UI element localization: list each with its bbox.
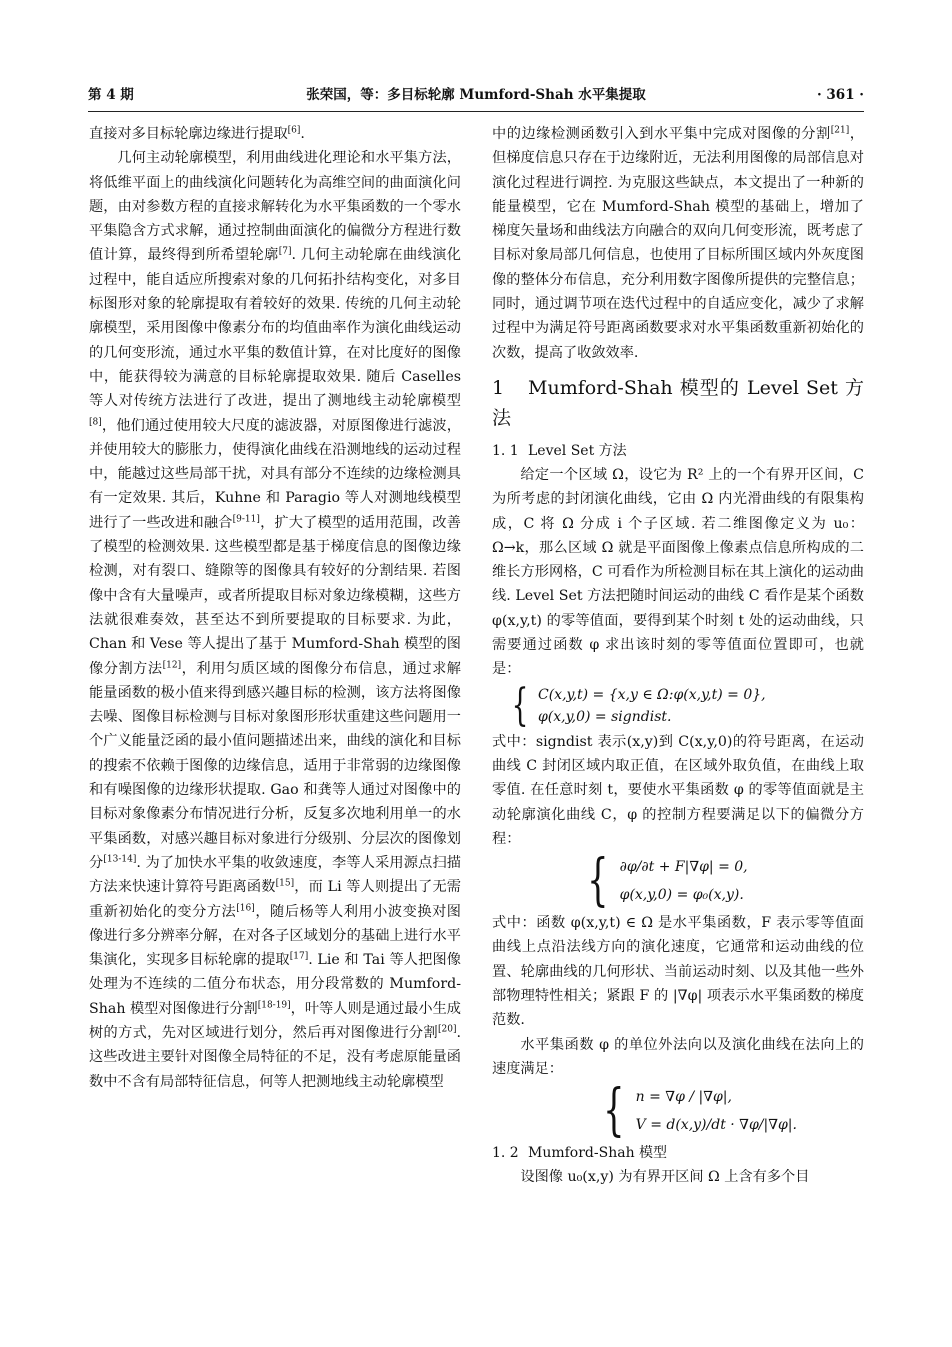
citation: [21] — [830, 125, 850, 136]
paragraph: 几何主动轮廓模型，利用曲线进化理论和水平集方法，将低维平面上的曲线演化问题转化为高维空间的曲面演化问题，由对参数方程的直接求解转化为水平集函数的一个零水平集隐含方式求解，通过控制曲面演化的偏微分方程进行数值计算，最终得到所希望轮廓[7]. 几何主动轮廓在曲线演化过程中，能自适应所搜索对象的几何拓扑结构变化，对多目标图形对象的轮廓提取有着较好的效果. 传统的几何主动轮廓模型，采用图像中像素分布的均值曲率作为演化曲线运动的几何变形流，通过水平集的数值计算，在对比度好的图像中，能获得较为满意的目标轮廓提取效果. 随后 Caselles 等人对传统方法进行了改进，提出了测地线主动轮廓模型[8]，他们通过使用较大尺度的滤波器，对原图像进行滤波，并使用较大的膨胀力，使得演化曲线在沿测地线的运动过程中，能越过这些局部干扰，对具有部分不连续的边缘检测具有一定效果. 其后，Kuhne 和 Paragio 等人对测地线模型进行了一些改进和融合[9-11]，扩大了模型的适用范围，改善了模型的检测效果. 这些模型都是基于梯度信息的图像边缘检测，对有裂口、缝隙等的图像具有较好的分割结果. 若图像中含有大量噪声，或者所提取目标对象边缘模糊，这些方法就很难奏效，甚至达不到所要提取的目标要求. 为此，Chan 和 Vese 等人提出了基于 Mumford-Shah 模型的图像分割方法[12]，利用匀质区域的图像分布信息，通过求解能量函数的极小值来得到感兴趣目标的检测，该方法将图像去噪、图像目标检测与目标对象图形形状重建这些问题用一个广义能量泛函的最小值问题描述出来，曲线的演化和目标的搜索不依赖于图像的边缘信息，适用于非常弱的边缘图像和有噪图像的边缘形状提取. Gao 和龚等人通过对图像中的目标对象像素分布情况进行分析，反复多次地利用单一的水平集函数，对感兴趣目标对象进行分级别、分层次的图像划分[13-14]. 为了加快水平集的收敛速度，李等人采用源点扫描方法来快速计算符号距离函数[15]，而 Li 等人则提出了无需重新初始化的变分方法[16]，随后杨等人利用小波变换对图像进行多分辨率分解，在对各子区域划分的基础上进行水平集演化，实现多目标轮廓的提取[17]. Lie 和 Tai 等人把图像处理为不连续的二值分布状态，用分段常数的 Mumford-Shah 模型对图像进行分割[18-19]，叶等人则是通过最小生成树的方式，先对区域进行划分，然后再对图像进行分割[20]. 这些改进主要针对图像全局特征的不足，没有考虑原能量函数中不含有局部特征信息，何等人把测地线主动轮廓模型 — [89, 150, 461, 1090]
section-heading: 1 Mumford-Shah 模型的 Level Set 方法 — [492, 376, 864, 429]
page-number: · 361 · — [817, 87, 864, 103]
citation: [20] — [438, 1024, 457, 1035]
issue-number: 第 4 期 — [88, 87, 134, 103]
citation: [7] — [278, 246, 292, 257]
paragraph: 中的边缘检测函数引入到水平集中完成对图像的分割[21]，但梯度信息只存在于边缘附近，无法利用图像的局部信息对演化过程进行调控. 为克服这些缺点，本文提出了一种新的能量模型，它在 Mumford-Shah 模型的基础上，增加了梯度矢量场和曲线法方向融合的双向几何变形流，既考虑了目标对象局部几何信息，也使用了目标所围区域内外灰度图像的整体分布信息，充分利用数字图像所提供的完整信息；同时，通过调节项在迭代过程中的自适应变化，减少了求解过程中为满足符号距离函数要求对水平集函数重新初始化的次数，提高了收敛效率. — [492, 125, 864, 361]
equation-2: { ∂φ/∂t + F|∇φ| = 0, φ(x,y,0) = φ₀(x,y). — [587, 848, 748, 914]
citation: [9-11] — [232, 514, 260, 525]
brace-glyph: { — [511, 679, 529, 731]
running-header — [88, 84, 864, 106]
citation: [8] — [89, 416, 102, 427]
paragraph: 直接对多目标轮廓边缘进行提取[6]. — [89, 125, 305, 142]
left-column — [89, 122, 461, 1094]
citation: [18-19] — [257, 999, 291, 1010]
paragraph: 水平集函数 φ 的单位外法向以及演化曲线在法向上的速度满足： — [492, 1036, 864, 1077]
equation-1: { C(x,y,t) = {x,y ∈ Ω:φ(x,y,t) = 0}, φ(x,y,0) = signdist. — [511, 679, 766, 731]
paragraph: 式中：signdist 表示(x,y)到 C(x,y,0)的符号距离，在运动曲线 C 封闭区域内取正值，在区域外取负值，在曲线上取零值. 在任意时刻 t，要使水平集函数 φ 的零等值面就是主动轮廓演化曲线 C，φ 的控制方程要满足以下的偏微分方程： — [492, 733, 864, 847]
citation: [12] — [162, 659, 182, 670]
citation: [15] — [275, 878, 295, 889]
citation: [13-14] — [103, 854, 137, 865]
paragraph: 式中：函数 φ(x,y,t) ∈ Ω 是水平集函数，F 表示零等值面曲线上点沿法线方向的演化速度，它通常和运动曲线的位置、轮廓曲线的几何形状、当前运动时刻、以及其他一些外部物理特性相关；紧跟 F 的 |∇φ| 项表示水平集函数的梯度范数. — [492, 915, 864, 1029]
brace-glyph: { — [603, 1078, 625, 1144]
citation: [6] — [287, 125, 301, 136]
paragraph: 设图像 u₀(x,y) 为有界开区间 Ω 上含有多个目 — [520, 1169, 810, 1186]
brace-glyph: { — [587, 848, 609, 914]
citation: [16] — [236, 902, 255, 913]
paragraph: 给定一个区域 Ω，设它为 R² 上的一个有界开区间，C 为所考虑的封闭演化曲线，它由 Ω 内光滑曲线的有限集构成，C 将 Ω 分成 i 个子区域. 若二维图像定义为 u₀：Ω→k，那么区域 Ω 就是平面图像上像素点信息所构成的二维长方形网格，C 可看作为所检测目标在其上演化的运动曲线. Level Set 方法把随时间运动的曲线 C 看作是某个函数 φ(x,y,t) 的零等值面，要得到某个时刻 t 处的运动曲线，只需要通过函数 φ 求出该时刻的零等值面位置即可，也就是： — [492, 466, 864, 678]
right-column — [492, 122, 864, 1190]
subsection-heading: 1. 2 Mumford-Shah 模型 — [492, 1145, 668, 1162]
running-title: 张荣国，等：多目标轮廓 Mumford-Shah 水平集提取 — [306, 87, 646, 103]
citation: [17] — [289, 951, 309, 962]
equation-3: { n = ∇φ / |∇φ|, V = d(x,y)/dt · ∇φ/|∇φ|. — [603, 1078, 797, 1144]
subsection-heading: 1. 1 Level Set 方法 — [492, 442, 627, 459]
header-rule — [88, 111, 864, 112]
